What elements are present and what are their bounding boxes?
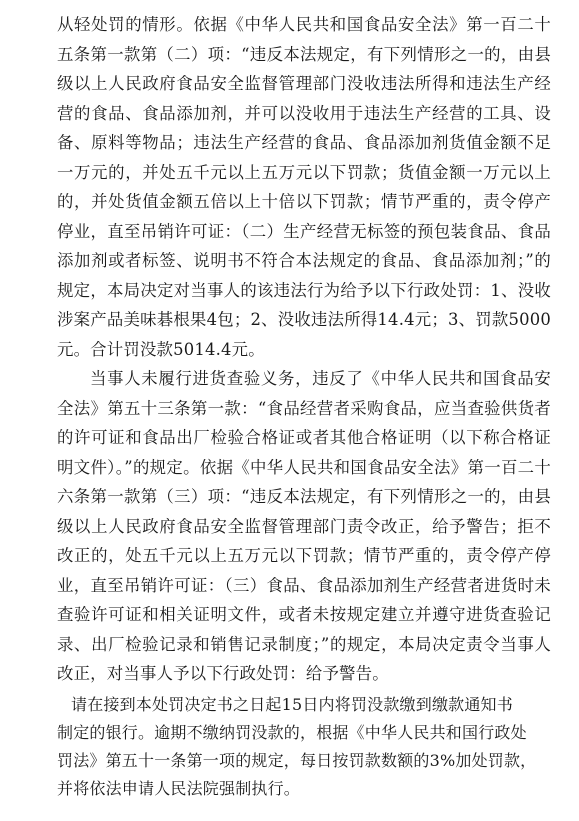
payment-notice-line: 制定的银行。逾期不缴纳罚没款的，根据《中华人民共和国行政处: [57, 722, 527, 742]
paragraph-penalty-labeling: 从轻处罚的情形。依据《中华人民共和国食品安全法》第一百二十五条第一款第（二）项：“违反本法规定，有下列情形之一的，由县级以上人民政府食品安全监督管理部门没收违法所得和违法生产经营的食品、食品添加剂，并可以没收用于违法生产经营的工具、设备、原料等物品；违法生产经营的食品、食品添加剂货值金额不足一万元的，并处五千元以上五万元以下罚款；货值金额一万元以上的，并处货值金额五倍以上十倍以下罚款；情节严重的，责令停产停业，直至吊销许可证：（二）生产经营无标签的预包装食品、食品添加剂或者标签、说明书不符合本法规定的食品、食品添加剂；”的规定，本局决定对当事人的该违法行为给予以下行政处罚：1、没收涉案产品美味碁根果4包；2、没收违法所得14.4元；3、罚款5000元。合计罚没款5014.4元。: [57, 15, 551, 359]
paragraph-inspection-warning: 当事人未履行进货查验义务，违反了《中华人民共和国食品安全法》第五十三条第一款：“食品经营者采购食品，应当查验供货者的许可证和食品出厂检验合格证或者其他合格证明（以下称合格证明文件）。”的规定。依据《中华人民共和国食品安全法》第一百二十六条第一款第（三）项：“违反本法规定，有下列情形之一的，由县级以上人民政府食品安全监督管理部门责令改正，给予警告；拒不改正的，处五千元以上五万元以下罚款；情节严重的，责令停产停业，直至吊销许可证：（三）食品、食品添加剂生产经营者进货时未查验许可证和相关证明文件，或者未按规定建立并遵守进货查验记录、出厂检验记录和销售记录制度；”的规定，本局决定责令当事人改正，对当事人予以下行政处罚：给予警告。: [57, 369, 551, 683]
payment-notice-line: 罚法》第五十一条第一项的规定，每日按罚款数额的3%加处罚款，: [57, 750, 537, 770]
payment-notice-line: 并将依法申请人民法院强制执行。: [57, 778, 301, 798]
paragraph-payment-notice: [57, 691, 551, 803]
payment-notice-line: 请在接到本处罚决定书之日起15日内将罚没款缴到缴款通知书: [71, 694, 513, 714]
